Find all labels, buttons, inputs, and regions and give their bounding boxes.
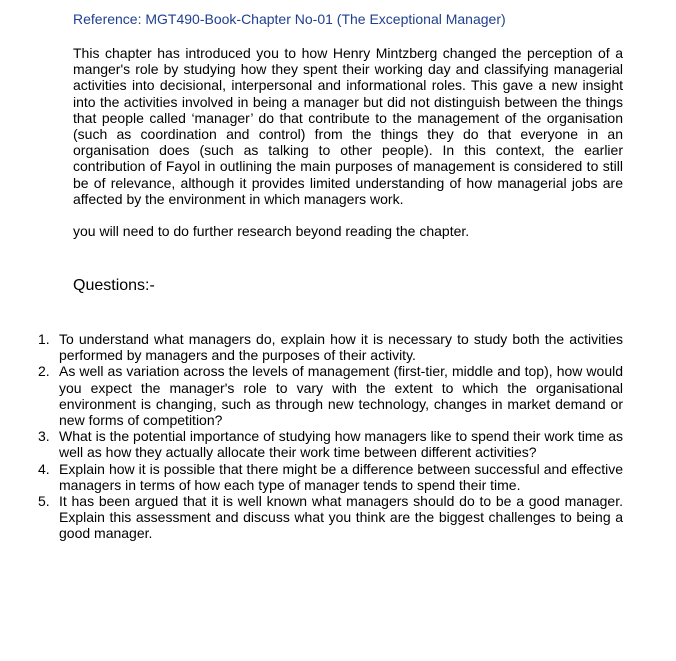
reference-line: Reference: MGT490-Book-Chapter No-01 (The Exceptional Manager) <box>73 11 506 27</box>
question-number: 3. <box>38 428 50 445</box>
research-note: you will need to do further research beyond reading the chapter. <box>73 223 470 239</box>
question-item <box>38 428 623 460</box>
question-item <box>38 461 623 493</box>
question-number: 4. <box>38 460 50 477</box>
question-number: 5. <box>38 493 50 510</box>
question-text: To understand what managers do, explain how it is necessary to study both the activities performed by managers and the purposes of their activity. <box>59 331 623 364</box>
question-item <box>38 331 623 363</box>
questions-list <box>38 331 623 542</box>
question-text: It has been argued that it is well known what managers should do to be a good manager. Explain this assessment and discuss what you think are the biggest challenges to being a good manager. <box>59 493 623 542</box>
intro-paragraph: This chapter has introduced you to how Henry Mintzberg changed the perception of a manger's role by studying how they spent their working day and classifying managerial activities into decisional, interpersonal and informational roles. This gave a new insight into the activities involved in being a manager but did not distinguish between the things that people called ‘manager’ do that contribute to the management of the organisation (such as coordination and control) from the things they do that everyone in an organisation does (such as talking to other people). In this context, the earlier contribution of Fayol in outlining the main purposes of management is considered to still be of relevance, although it provides limited understanding of how managerial jobs are affected by the environment in which managers work. <box>73 45 623 207</box>
question-number: 1. <box>38 331 50 347</box>
question-text: As well as variation across the levels of management (first-tier, middle and top), how would you expect the manager's role to vary with the extent to which the organisational environment is changing, such as through new technology, changes in market demand or new forms of competition? <box>59 363 623 429</box>
question-number: 2. <box>38 363 50 380</box>
questions-heading: Questions:- <box>73 277 155 294</box>
question-text: What is the potential importance of studying how managers like to spend their work time as well as how they actually allocate their work time between different activities? <box>59 428 623 461</box>
question-text: Explain how it is possible that there might be a difference between successful and effective managers in terms of how each type of manager tends to spend their time. <box>59 460 623 493</box>
question-item <box>38 363 623 428</box>
question-item <box>38 493 623 542</box>
